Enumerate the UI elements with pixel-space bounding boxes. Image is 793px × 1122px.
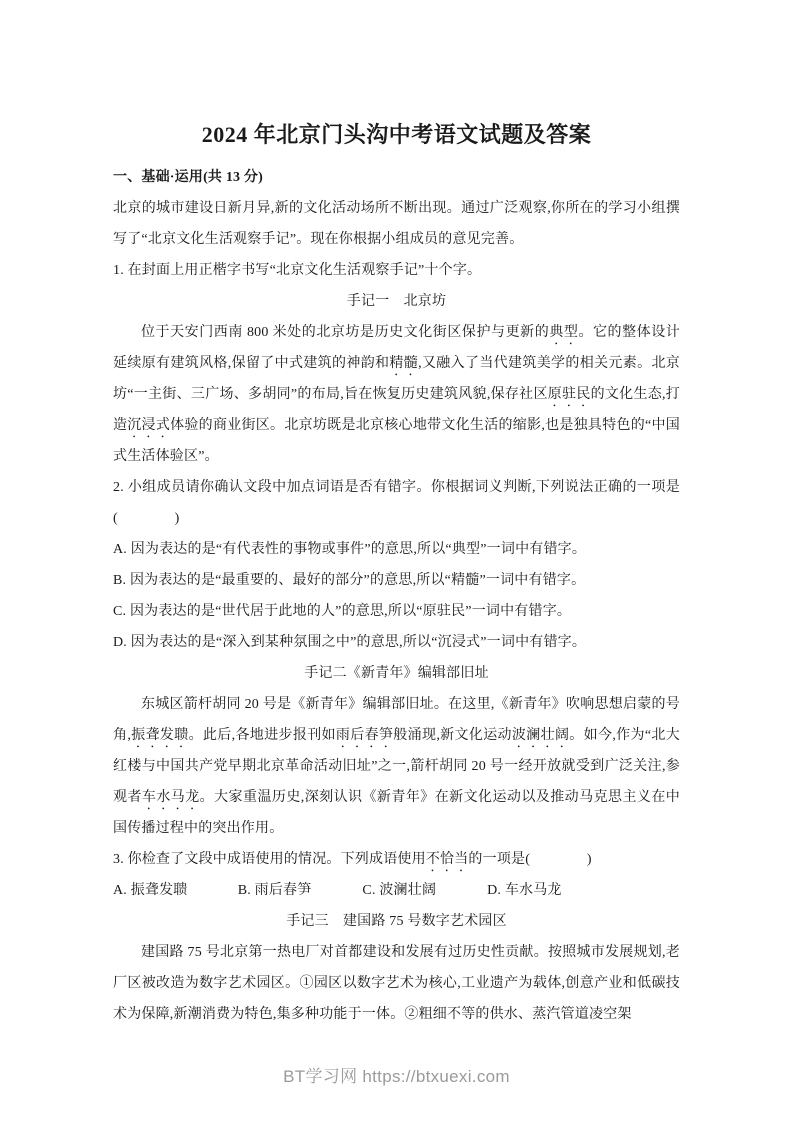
question-2-option-b: B. 因为表达的是“最重要的、最好的部分”的意思,所以“精髓”一词中有错字。 bbox=[113, 573, 586, 588]
note-3-heading: 手记三 建国路 75 号数字艺术园区 bbox=[286, 914, 507, 929]
question-1: 1. 在封面上用正楷字书写“北京文化生活观察手记”十个字。 bbox=[113, 263, 482, 278]
emphasized-term: 沉浸式 bbox=[127, 418, 171, 433]
emphasized-term: 波澜壮阔 bbox=[511, 728, 570, 743]
question-3-stem bbox=[113, 844, 680, 875]
text-segment: 3. 你检查了文段中成语使用的情况。下列成语使用 bbox=[113, 852, 426, 867]
question-3-option-d: D. 车水马龙 bbox=[487, 883, 562, 898]
note-1-passage bbox=[113, 317, 680, 472]
note-2-heading: 手记二《新青年》编辑部旧址 bbox=[304, 666, 489, 681]
text-segment: 。它的整体设计延续原有建筑风格,保留了中式建筑的神韵和 bbox=[113, 325, 681, 371]
text-segment: 的一项是( ) bbox=[468, 852, 592, 867]
note-1-heading: 手记一 北京坊 bbox=[346, 294, 447, 309]
text-segment: 位于天安门西南 800 米处的北京坊是历史文化街区保护与更新的 bbox=[141, 325, 550, 340]
emphasized-term: 不恰当 bbox=[425, 852, 469, 867]
document-title: 2024 年北京门头沟中考语文试题及答案 bbox=[201, 122, 592, 147]
text-segment: 的文化生态,打造 bbox=[113, 387, 681, 433]
emphasized-term: 精髓 bbox=[389, 356, 419, 371]
emphasized-term: 典型 bbox=[549, 325, 579, 340]
text-segment: 。如今,作为“北大红楼与中国共产党早期北京革命活动旧址”之一,箭杆胡同 20 号一经开放就受到广泛关注,参观者 bbox=[113, 728, 680, 805]
page-content bbox=[113, 120, 680, 1030]
note-3-passage bbox=[113, 937, 680, 1030]
watermark-footer: BT学习网 https://btxuexi.com bbox=[283, 1067, 510, 1086]
intro-paragraph: 北京的城市建设日新月异,新的文化活动场所不断出现。通过广泛观察,你所在的学习小组撰写了“北京文化生活观察手记”。现在你根据小组成员的意见完善。 bbox=[113, 201, 680, 247]
text-segment: 般涌现,新文化运动 bbox=[393, 728, 512, 743]
question-2-stem: 2. 小组成员请你确认文段中加点词语是否有错字。你根据词义判断,下列说法正确的一项是( ) bbox=[113, 480, 680, 526]
section-1-heading: 一、基础·运用(共 13 分) bbox=[113, 170, 263, 185]
question-3-options bbox=[113, 875, 680, 906]
text-segment: 。此后,各地进步报刊如 bbox=[188, 728, 336, 743]
text-segment: 建国路 75 号北京第一热电厂对首都建设和发展有过历史性贡献。按照城市发展规划,老厂区被改造为数字艺术园区。①园区以数字艺术为核心,工业遗产为载体,创意产业和低碳技术为保障,新潮消费为特色,集多种功能于一体。②粗细不等的供水、蒸汽管道凌空架 bbox=[113, 945, 680, 1022]
question-3-option-a: A. 振聋发聩 bbox=[113, 883, 188, 898]
question-3-option-b: B. 雨后春笋 bbox=[237, 883, 312, 898]
question-2-option-d: D. 因为表达的是“深入到某种氛围之中”的意思,所以“沉浸式”一词中有错字。 bbox=[113, 635, 587, 650]
question-2-option-c: C. 因为表达的是“世代居于此地的人”的意思,所以“原驻民”一词中有错字。 bbox=[113, 604, 572, 619]
question-2-option-a: A. 因为表达的是“有代表性的事物或事件”的意思,所以“典型”一词中有错字。 bbox=[113, 542, 587, 557]
note-2-passage bbox=[113, 689, 680, 844]
text-segment: 东城区箭杆胡同 20 号是《新青年》编辑部旧址。在这里,《新青年》吹响思想启蒙的号角, bbox=[113, 697, 680, 743]
emphasized-term: 原驻民 bbox=[547, 387, 591, 402]
emphasized-term: 雨后春笋 bbox=[335, 728, 394, 743]
text-segment: 体验的商业街区。北京坊既是北京核心地带文化生活的缩影,也是独具特色的“中国式生活体验区”。 bbox=[113, 418, 680, 464]
emphasized-term: 车水马龙 bbox=[141, 790, 200, 805]
text-segment: 。大家重温历史,深刻认识《新青年》在新文化运动以及推动马克思主义在中国传播过程中的突出作用。 bbox=[113, 790, 680, 836]
text-segment: ,又融入了当代建筑美学的相关元素。北京坊“一主街、三广场、多胡同”的布局,旨在恢复历史建筑风貌,保存社区 bbox=[113, 356, 680, 402]
emphasized-term: 振聋发聩 bbox=[131, 728, 189, 743]
question-3-option-c: C. 波澜壮阔 bbox=[362, 883, 437, 898]
